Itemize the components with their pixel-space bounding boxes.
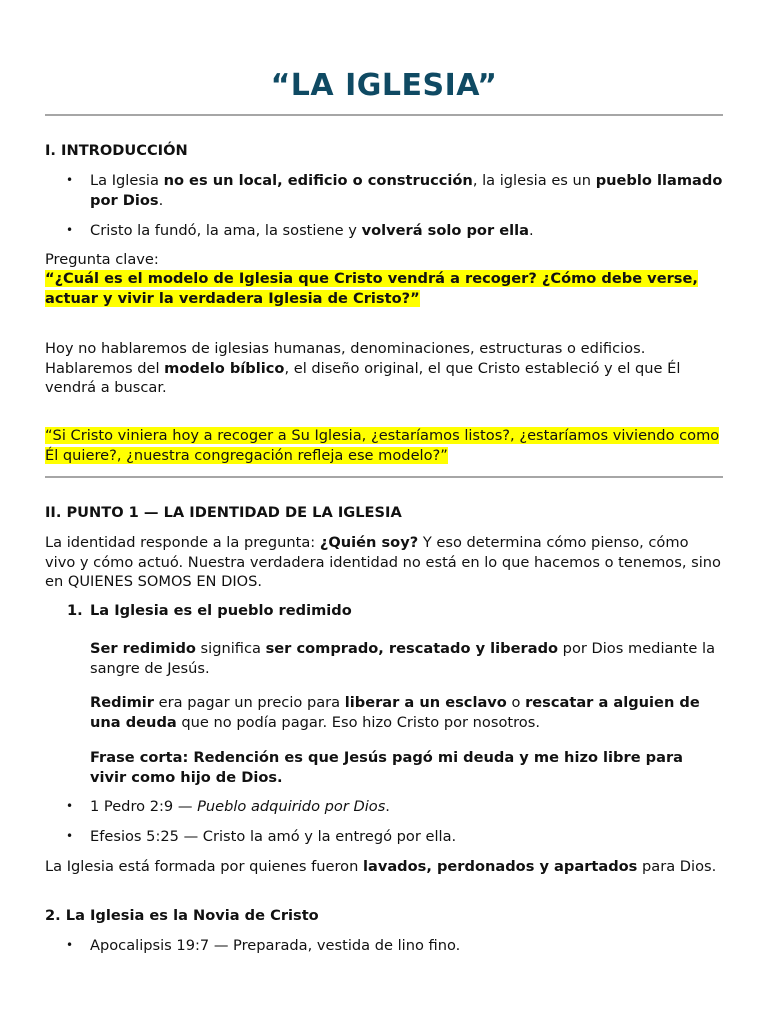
text: que no podía pagar. Eso hizo Cristo por nosotros.	[176, 713, 540, 731]
text: La Iglesia está formada por quienes fueron	[45, 858, 363, 875]
text: para Dios.	[637, 858, 717, 875]
text: .	[158, 191, 164, 209]
divider	[45, 114, 723, 116]
text: Cristo la fundó, la ama, la sostiene y	[90, 222, 362, 239]
text: .	[528, 222, 534, 239]
bold-text: pueblo llamado por Dios	[90, 172, 723, 209]
bullet-icon: •	[66, 223, 74, 237]
bullet-icon: •	[66, 829, 74, 843]
text: por Dios mediante la sangre de Jesús.	[90, 640, 716, 677]
highlighted-text: “Si Cristo viniera hoy a recoger a Su Iglesia, ¿estaríamos listos?, ¿estaríamos viviendo como Él quiere?, ¿nuestra congregación refleja ese modelo?”	[45, 427, 720, 464]
bold-text: ser comprado, rescatado y liberado	[265, 640, 559, 657]
intro-bullet-2	[66, 221, 723, 241]
bold-text: rescatar a alguien de una deuda	[90, 694, 700, 731]
text: Apocalipsis 19:7 — Preparada, vestida de lino fino.	[90, 937, 461, 954]
item2-title: 2. La Iglesia es la Novia de Cristo	[45, 907, 319, 924]
text: 1 Pedro 2:9 —	[90, 798, 198, 815]
text: o	[506, 694, 526, 711]
text: La identidad responde a la pregunta:	[45, 534, 320, 551]
key-question-label: Pregunta clave:	[45, 251, 159, 268]
bold-text: ¿Quién soy?	[319, 534, 419, 551]
bold-text: modelo bíblico	[164, 359, 285, 377]
text: era pagar un precio para	[154, 694, 345, 711]
bullet-icon: •	[66, 173, 74, 187]
verse-bullet-2	[66, 827, 723, 847]
redeemed-definition	[90, 639, 723, 678]
bullet-icon: •	[66, 799, 74, 813]
text: , el diseño original, el que Cristo estableció y el que Él vendrá a buscar.	[45, 359, 681, 396]
bullet-icon: •	[66, 938, 74, 952]
intro-paragraph	[45, 339, 723, 398]
point1-paragraph	[45, 533, 723, 592]
intro-bullet-1	[66, 171, 723, 210]
text: significa	[195, 640, 266, 657]
highlighted-text: “¿Cuál es el modelo de Iglesia que Cristo vendrá a recoger? ¿Cómo debe verse, actuar y vivir la verdadera Iglesia de Cristo?”	[45, 270, 698, 307]
verse-bullet-3	[66, 936, 723, 956]
reflection-quote	[45, 426, 723, 465]
redeem-definition	[90, 693, 723, 732]
divider	[45, 476, 723, 478]
italic-text: Pueblo adquirido por Dios	[197, 798, 386, 815]
text: La Iglesia	[90, 172, 164, 189]
short-phrase: Frase corta: Redención es que Jesús pagó mi deuda y me hizo libre para vivir como hijo de Dios.	[90, 749, 684, 786]
bold-text: no es un local, edificio o construcción	[163, 172, 473, 189]
verse-bullet-1	[66, 797, 723, 817]
list-number: 1.	[67, 602, 83, 619]
intro-heading: I. INTRODUCCIÓN	[45, 142, 188, 159]
text: Hoy no hablaremos de iglesias humanas, denominaciones, estructuras o edificios. Hablaremos del	[45, 340, 646, 377]
page-title: “LA IGLESIA”	[270, 68, 498, 103]
text: Y eso determina cómo pienso, cómo vivo y cómo actuó. Nuestra verdadera identidad no está en lo que hacemos o tenemos, sino en QUIENES SOMOS EN DIOS.	[45, 534, 721, 590]
bold-text: liberar a un esclavo	[344, 694, 507, 711]
point1-heading: II. PUNTO 1 — LA IDENTIDAD DE LA IGLESIA	[45, 504, 402, 521]
bold-text: Ser redimido	[90, 640, 196, 657]
text: , la iglesia es un	[472, 172, 596, 189]
key-question	[45, 269, 723, 308]
bold-text: volverá solo por ella	[361, 222, 529, 239]
bold-text: Redimir	[90, 694, 154, 711]
text: .	[385, 798, 390, 815]
item1-title: La Iglesia es el pueblo redimido	[90, 602, 352, 619]
church-formed-paragraph	[45, 857, 723, 877]
text: Efesios 5:25 — Cristo la amó y la entregó por ella.	[90, 828, 457, 845]
bold-text: lavados, perdonados y apartados	[362, 858, 638, 875]
